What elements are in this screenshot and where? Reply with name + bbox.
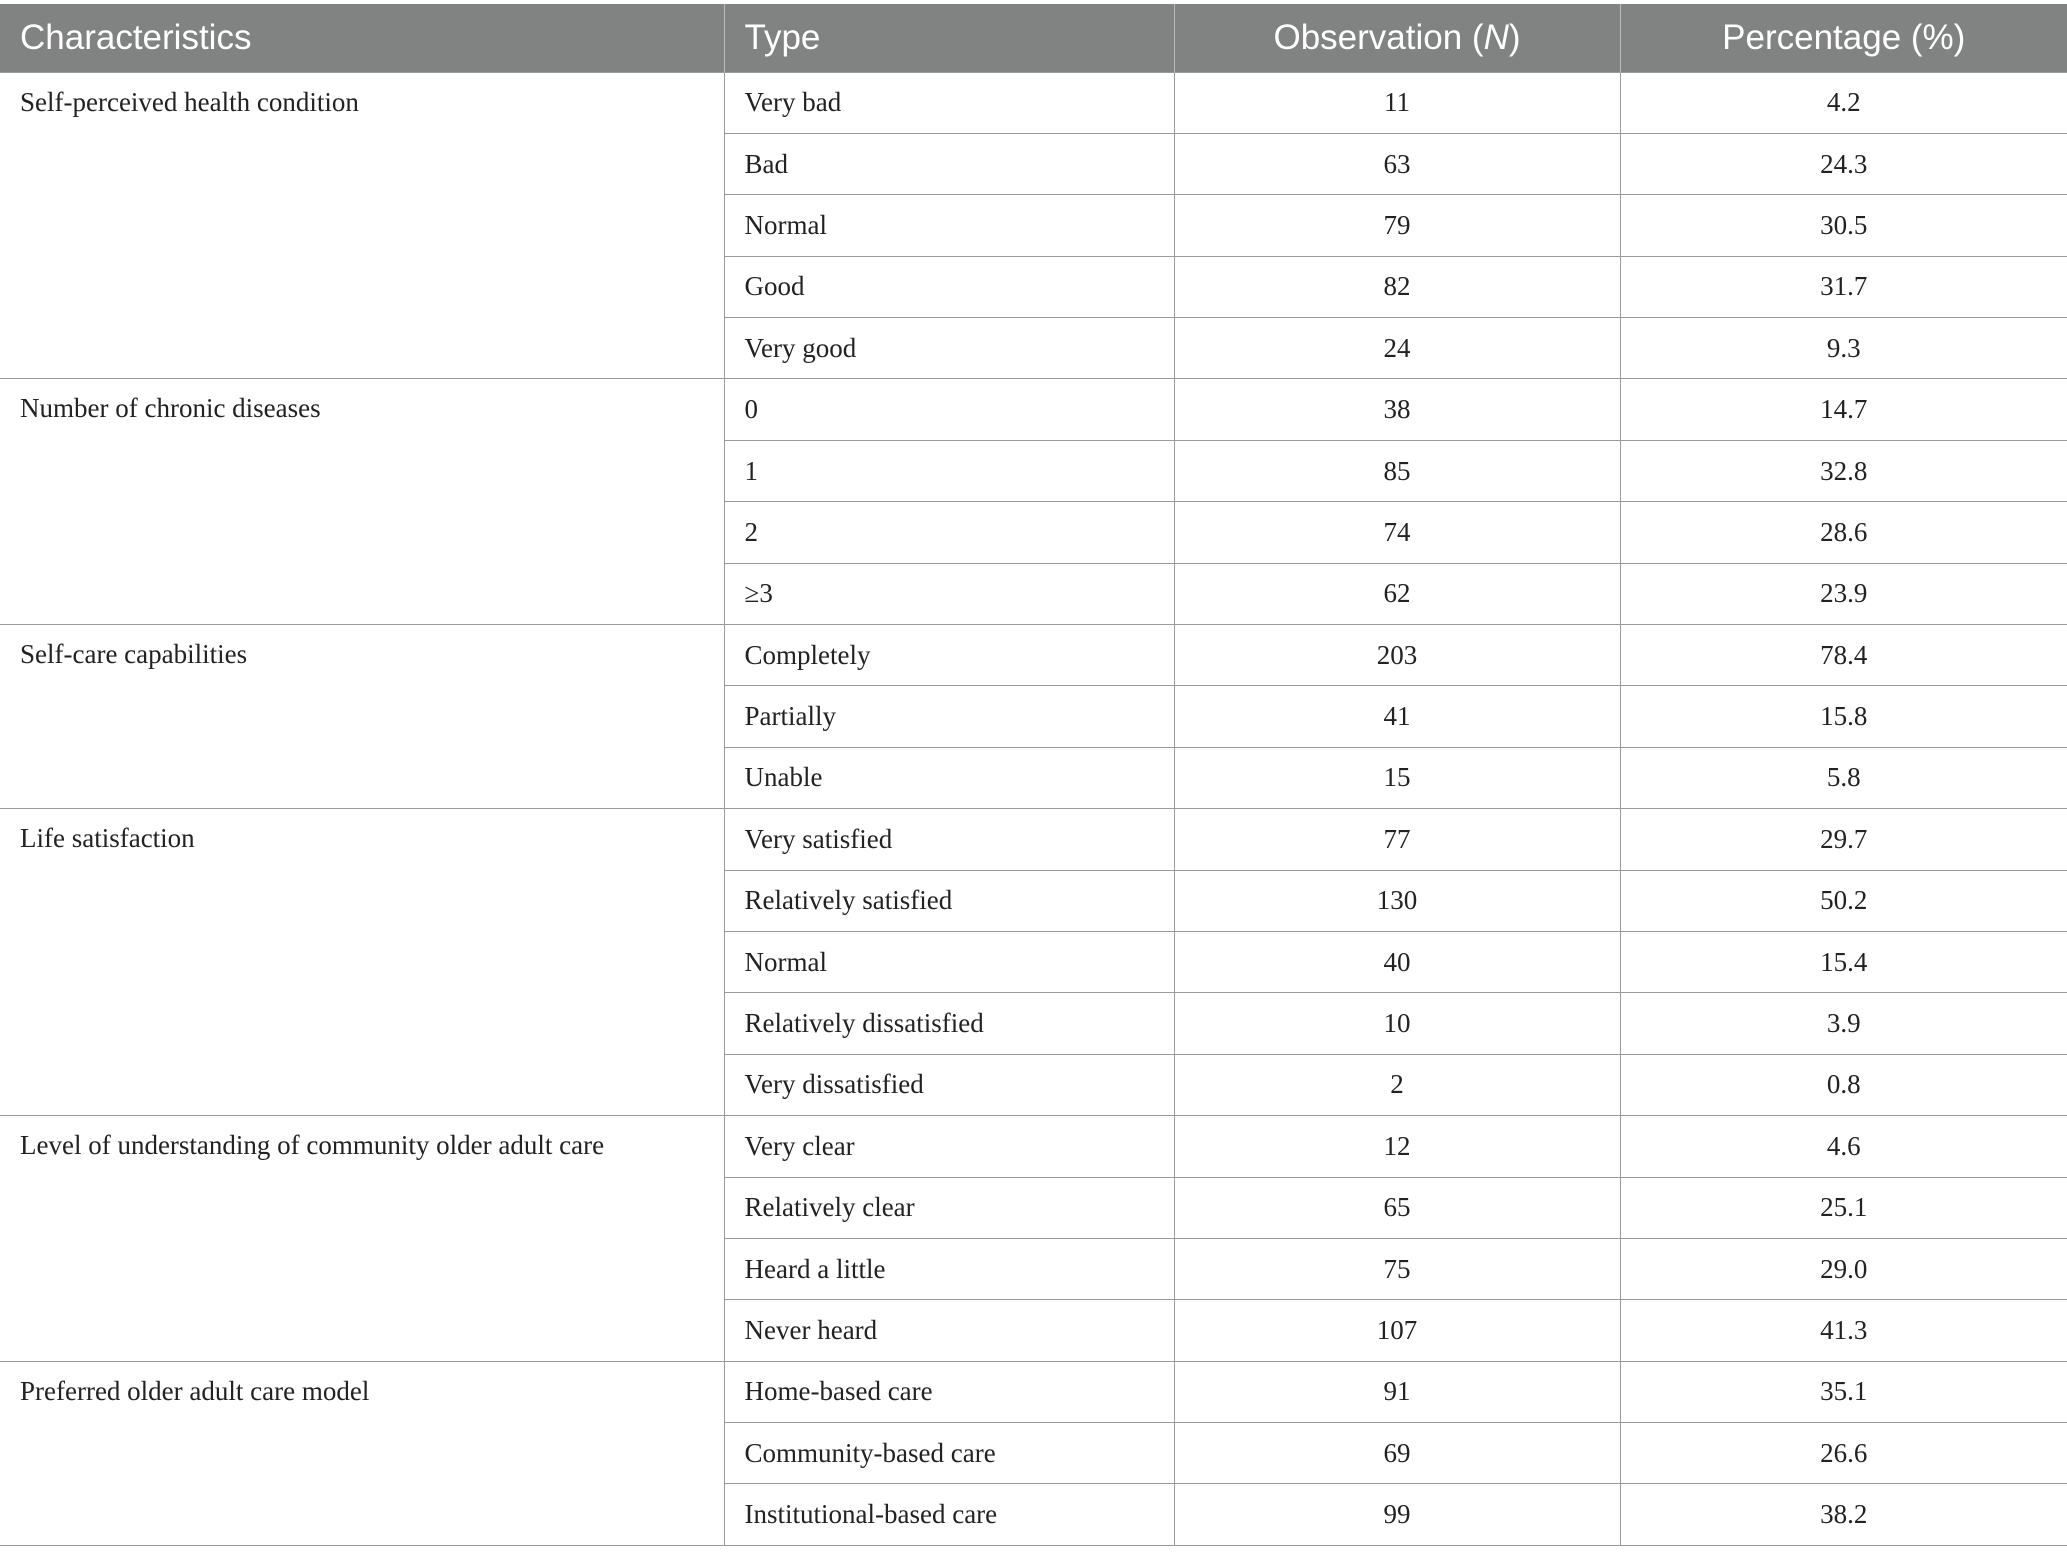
observation-cell: 69 — [1174, 1423, 1620, 1484]
percentage-cell: 31.7 — [1620, 256, 2067, 317]
type-cell: Very dissatisfied — [724, 1054, 1174, 1115]
observation-cell: 40 — [1174, 931, 1620, 992]
percentage-cell: 4.2 — [1620, 72, 2067, 133]
type-cell: Very satisfied — [724, 809, 1174, 870]
observation-cell: 130 — [1174, 870, 1620, 931]
characteristic-cell: Self-perceived health condition — [0, 72, 724, 379]
observation-cell: 38 — [1174, 379, 1620, 440]
observation-cell: 24 — [1174, 318, 1620, 379]
type-cell: 0 — [724, 379, 1174, 440]
percentage-cell: 5.8 — [1620, 747, 2067, 808]
type-cell: Very good — [724, 318, 1174, 379]
percentage-cell: 29.7 — [1620, 809, 2067, 870]
percentage-cell: 3.9 — [1620, 993, 2067, 1054]
percentage-cell: 4.6 — [1620, 1116, 2067, 1177]
table-row — [0, 1116, 2067, 1177]
observation-cell: 62 — [1174, 563, 1620, 624]
characteristics-table — [0, 4, 2067, 1546]
percentage-cell: 50.2 — [1620, 870, 2067, 931]
type-cell: Partially — [724, 686, 1174, 747]
characteristic-cell: Preferred older adult care model — [0, 1361, 724, 1545]
type-cell: Relatively clear — [724, 1177, 1174, 1238]
percentage-cell: 38.2 — [1620, 1484, 2067, 1545]
type-cell: Completely — [724, 625, 1174, 686]
header-percentage: Percentage (%) — [1620, 4, 2067, 72]
characteristic-cell: Level of understanding of community older adult care — [0, 1116, 724, 1362]
observation-cell: 91 — [1174, 1361, 1620, 1422]
table-row — [0, 809, 2067, 870]
percentage-cell: 14.7 — [1620, 379, 2067, 440]
type-cell: Heard a little — [724, 1238, 1174, 1299]
type-cell: Relatively satisfied — [724, 870, 1174, 931]
percentage-cell: 41.3 — [1620, 1300, 2067, 1361]
observation-cell: 99 — [1174, 1484, 1620, 1545]
observation-cell: 2 — [1174, 1054, 1620, 1115]
observation-cell: 65 — [1174, 1177, 1620, 1238]
observation-cell: 85 — [1174, 440, 1620, 501]
table-row — [0, 72, 2067, 133]
observation-cell: 79 — [1174, 195, 1620, 256]
percentage-cell: 23.9 — [1620, 563, 2067, 624]
percentage-cell: 15.8 — [1620, 686, 2067, 747]
observation-cell: 75 — [1174, 1238, 1620, 1299]
table-row — [0, 379, 2067, 440]
type-cell: Very bad — [724, 72, 1174, 133]
observation-cell: 10 — [1174, 993, 1620, 1054]
percentage-cell: 78.4 — [1620, 625, 2067, 686]
type-cell: Institutional-based care — [724, 1484, 1174, 1545]
characteristic-cell: Life satisfaction — [0, 809, 724, 1116]
header-type: Type — [724, 4, 1174, 72]
observation-cell: 12 — [1174, 1116, 1620, 1177]
percentage-cell: 32.8 — [1620, 440, 2067, 501]
type-cell: Community-based care — [724, 1423, 1174, 1484]
type-cell: Bad — [724, 133, 1174, 194]
type-cell: 2 — [724, 502, 1174, 563]
type-cell: Good — [724, 256, 1174, 317]
percentage-cell: 30.5 — [1620, 195, 2067, 256]
observation-cell: 15 — [1174, 747, 1620, 808]
type-cell: Never heard — [724, 1300, 1174, 1361]
header-observation-suffix: ) — [1508, 17, 1521, 57]
percentage-cell: 35.1 — [1620, 1361, 2067, 1422]
type-cell: Normal — [724, 931, 1174, 992]
table-header — [0, 4, 2067, 72]
observation-cell: 77 — [1174, 809, 1620, 870]
observation-cell: 107 — [1174, 1300, 1620, 1361]
header-observation-prefix: Observation ( — [1273, 17, 1484, 57]
type-cell: 1 — [724, 440, 1174, 501]
observation-cell: 11 — [1174, 72, 1620, 133]
observation-cell: 63 — [1174, 133, 1620, 194]
type-cell: Very clear — [724, 1116, 1174, 1177]
table-body — [0, 72, 2067, 1545]
table-row — [0, 625, 2067, 686]
header-characteristics: Characteristics — [0, 4, 724, 72]
type-cell: Home-based care — [724, 1361, 1174, 1422]
header-observation — [1174, 4, 1620, 72]
characteristic-cell: Number of chronic diseases — [0, 379, 724, 625]
type-cell: ≥3 — [724, 563, 1174, 624]
percentage-cell: 15.4 — [1620, 931, 2067, 992]
observation-cell: 74 — [1174, 502, 1620, 563]
header-observation-n: N — [1483, 17, 1509, 57]
percentage-cell: 26.6 — [1620, 1423, 2067, 1484]
observation-cell: 203 — [1174, 625, 1620, 686]
header-row — [0, 4, 2067, 72]
observation-cell: 41 — [1174, 686, 1620, 747]
table-row — [0, 1361, 2067, 1422]
characteristic-cell: Self-care capabilities — [0, 625, 724, 809]
percentage-cell: 9.3 — [1620, 318, 2067, 379]
percentage-cell: 0.8 — [1620, 1054, 2067, 1115]
type-cell: Unable — [724, 747, 1174, 808]
observation-cell: 82 — [1174, 256, 1620, 317]
type-cell: Relatively dissatisfied — [724, 993, 1174, 1054]
type-cell: Normal — [724, 195, 1174, 256]
percentage-cell: 29.0 — [1620, 1238, 2067, 1299]
percentage-cell: 24.3 — [1620, 133, 2067, 194]
percentage-cell: 25.1 — [1620, 1177, 2067, 1238]
percentage-cell: 28.6 — [1620, 502, 2067, 563]
